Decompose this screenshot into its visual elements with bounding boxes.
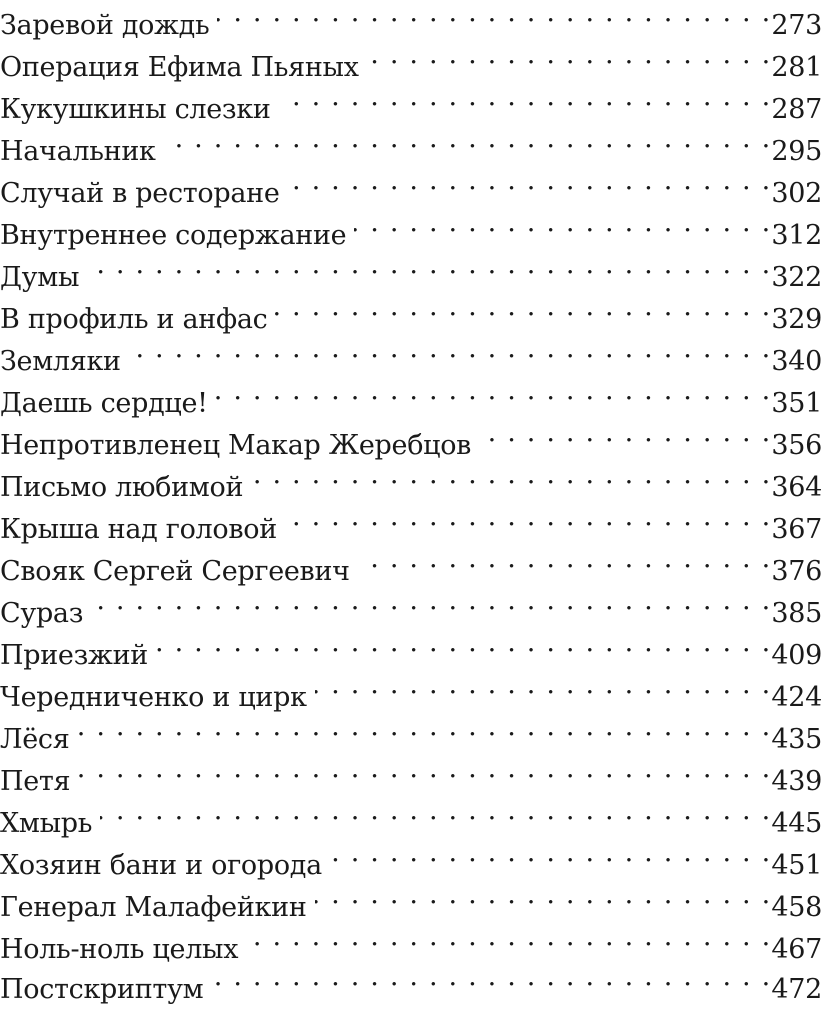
dot-leader (275, 286, 771, 328)
toc-entry-page: 467 (771, 934, 822, 965)
toc-entry-page: 472 (771, 974, 822, 1005)
dot-leader (315, 664, 772, 706)
toc-entry-title: Непротивленец Макар Жеребцов (0, 430, 472, 461)
toc-entry-page: 385 (771, 598, 822, 629)
toc-entry (0, 832, 822, 881)
toc-entry-page: 367 (771, 514, 822, 545)
dot-leader (87, 244, 771, 286)
toc-entry (0, 706, 822, 755)
toc-entry-page: 364 (771, 472, 822, 503)
dot-leader (217, 0, 771, 34)
toc-entry-title: Операция Ефима Пьяных (0, 52, 359, 83)
toc-entry-page: 329 (771, 304, 822, 335)
toc-entry (0, 202, 822, 251)
toc-entry (0, 244, 822, 293)
toc-entry (0, 956, 822, 1005)
dot-leader (279, 76, 772, 118)
toc-entry-title: Постскриптум (0, 974, 204, 1005)
toc-entry-page: 322 (771, 262, 822, 293)
dot-leader (354, 202, 771, 244)
toc-entry-page: 458 (771, 892, 822, 923)
dot-leader (77, 706, 771, 748)
toc-entry-page: 340 (771, 346, 822, 377)
toc-entry-title: Даешь сердце! (0, 388, 208, 419)
dot-leader (216, 370, 772, 412)
dot-leader (156, 622, 771, 664)
toc-entry-page: 439 (771, 766, 822, 797)
toc-entry-page: 356 (771, 430, 822, 461)
dot-leader (129, 328, 772, 370)
toc-entry-title: Хмырь (0, 808, 93, 839)
dot-leader (211, 956, 771, 998)
toc-entry-page: 281 (771, 52, 822, 83)
toc-entry (0, 874, 822, 923)
toc-entry-title: Петя (0, 766, 71, 797)
dot-leader (100, 790, 771, 832)
toc-entry (0, 328, 822, 377)
toc-entry-title: Ноль-ноль целых (0, 934, 239, 965)
toc-entry (0, 0, 822, 41)
dot-leader (164, 118, 772, 160)
toc-entry-page: 312 (771, 220, 822, 251)
toc-entry-title: Думы (0, 262, 80, 293)
toc-entry (0, 160, 822, 209)
toc-entry-page: 273 (771, 10, 822, 41)
dot-leader (358, 538, 772, 580)
dot-leader (78, 748, 771, 790)
dot-leader (91, 580, 771, 622)
toc-entry (0, 76, 822, 125)
dot-leader (367, 34, 772, 76)
toc-entry-title: Приезжий (0, 640, 148, 671)
toc-entry-title: Земляки (0, 346, 121, 377)
toc-entry (0, 412, 822, 461)
toc-entry-page: 435 (771, 724, 822, 755)
toc-entry-page: 287 (771, 94, 822, 125)
toc-entry-title: Случай в ресторане (0, 178, 280, 209)
toc-entry (0, 118, 822, 167)
toc-entry-title: Свояк Сергей Сергеевич (0, 556, 350, 587)
toc-entry (0, 496, 822, 545)
toc-entry-title: Кукушкины слезки (0, 94, 271, 125)
toc-entry (0, 34, 822, 83)
toc-entry-title: Лёся (0, 724, 70, 755)
toc-entry-page: 445 (771, 808, 822, 839)
toc-entry-title: Чередниченко и цирк (0, 682, 307, 713)
toc-entry (0, 286, 822, 335)
toc-entry (0, 790, 822, 839)
toc-entry-title: Хозяин бани и огорода (0, 850, 322, 881)
toc-entry-page: 295 (771, 136, 822, 167)
toc-entry-page: 302 (771, 178, 822, 209)
toc-entry-title: Внутреннее содержание (0, 220, 347, 251)
toc-entry-page: 451 (771, 850, 822, 881)
dot-leader (251, 454, 771, 496)
toc-entry-title: Генерал Малафейкин (0, 892, 307, 923)
toc-entry (0, 538, 822, 587)
toc-entry-title: Заревой дождь (0, 10, 210, 41)
toc-entry (0, 370, 822, 419)
toc-entry-page: 376 (771, 556, 822, 587)
toc-entry-title: Начальник (0, 136, 156, 167)
dot-leader (285, 496, 771, 538)
toc-entry (0, 622, 822, 671)
dot-leader (246, 916, 771, 958)
toc-entry (0, 916, 822, 965)
dot-leader (330, 832, 771, 874)
toc-entry-title: В профиль и анфас (0, 304, 268, 335)
toc-entry (0, 664, 822, 713)
toc-entry (0, 580, 822, 629)
toc-entry-title: Крыша над головой (0, 514, 277, 545)
toc-entry (0, 748, 822, 797)
toc-entry-page: 351 (771, 388, 822, 419)
toc-entry-page: 424 (771, 682, 822, 713)
dot-leader (288, 160, 772, 202)
toc-entry-page: 409 (771, 640, 822, 671)
toc-entry-title: Сураз (0, 598, 84, 629)
dot-leader (315, 874, 772, 916)
toc-entry (0, 454, 822, 503)
toc-entry-title: Письмо любимой (0, 472, 244, 503)
dot-leader (479, 412, 771, 454)
